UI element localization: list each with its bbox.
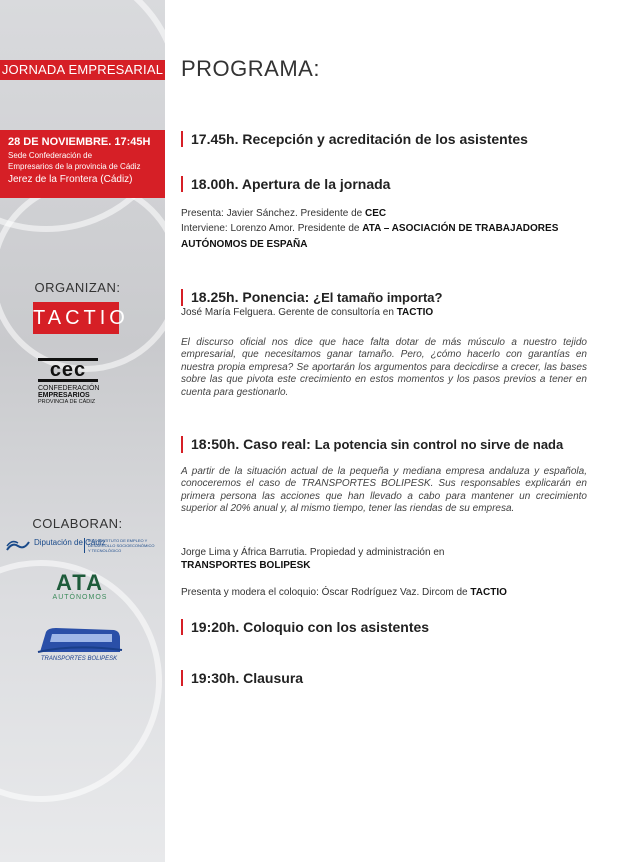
venue-line: Sede Confederación de	[8, 151, 93, 160]
event-date: 28 DE NOVIEMBRE. 17:45H	[8, 136, 151, 148]
ata-logo	[48, 572, 112, 601]
event-city: Jerez de la Frontera (Cádiz)	[8, 174, 133, 185]
venue-line: Empresarios de la provincia de Cádiz	[8, 162, 141, 171]
moderator-text: Presenta y modera el coloquio: Óscar Rodríguez Vaz. Dircom de	[181, 587, 468, 598]
collaborators-label: COLABORAN:	[32, 516, 123, 531]
ata-subtext: AUTÓNOMOS	[52, 594, 108, 601]
agenda-time: 18.25h. Ponencia:	[191, 289, 310, 305]
diputacion-logo	[6, 538, 161, 558]
diputacion-emblem-icon	[6, 540, 30, 552]
bus-icon	[34, 626, 124, 656]
bolipesk-logo	[34, 626, 124, 664]
agenda-item: 19:20h. Coloquio con los asistentes	[181, 619, 429, 635]
tactio-logo: TACTIO	[33, 302, 119, 334]
program-title: PROGRAMA:	[181, 56, 320, 81]
speaker-org: TACTIO	[396, 307, 434, 318]
ata-mark: ATA	[56, 570, 104, 595]
presenter-text: Presenta: Javier Sánchez. Presidente de	[181, 208, 363, 219]
presenter-org: CEC	[365, 208, 387, 219]
agenda-item: 17.45h. Recepción y acreditación de los asistentes	[181, 131, 528, 147]
speaker-org: TRANSPORTES BOLIPESK	[181, 560, 311, 571]
agenda-subtitle: ¿El tamaño importa?	[313, 290, 443, 305]
cec-logo	[38, 358, 102, 405]
decorative-ring	[0, 180, 165, 372]
agenda-subtitle: La potencia sin control no sirve de nada	[314, 437, 564, 452]
speaker-line: Jorge Lima y África Barrutia. Propiedad y administración en	[181, 547, 445, 558]
date-box	[0, 130, 165, 198]
description-paragraph: A partir de la situación actual de la pequeña y mediana empresa andaluza y española, conoceremos el caso de TRANSPORTES BOLIPESK. Sus responsables explicarán en primera persona las acciones que han llevado a cabo para mantener un crecimiento superior al 20% anual y, al mismo tiempo, tener las riendas de su empresa.	[181, 466, 587, 515]
agenda-time: 18:50h. Caso real:	[191, 436, 311, 452]
cec-text: CONFEDERACIÓN	[38, 385, 100, 392]
agenda-item	[181, 289, 442, 306]
agenda-item	[181, 436, 563, 453]
agenda-item: 18.00h. Apertura de la jornada	[181, 176, 390, 192]
speaker-text: Interviene: Lorenzo Amor. Presidente de	[181, 223, 360, 234]
agenda-item: 19:30h. Clausura	[181, 670, 303, 686]
description-paragraph: El discurso oficial nos dice que hace falta dotar de más músculo a nuestro tejido empresarial, que necesitamos ganar tamaño. Pero, ¿cómo hacerlo con garantías en nuestra propia empresa? Se aportarán los argumentos para decicdirse a crecer, las bases sobre las que pivota este crecimiento en estos momentos y los pasos previos a tener en cuenta para gestionarlo.	[181, 337, 587, 398]
sidebar	[0, 0, 165, 862]
speaker-org-continued: AUTÓNOMOS DE ESPAÑA	[181, 239, 308, 250]
bolipesk-name: TRANSPORTES BOLIPESK	[40, 656, 118, 662]
speaker-org: ATA – ASOCIACIÓN DE TRABAJADORES	[362, 223, 559, 234]
cec-text: EMPRESARIOS	[38, 392, 90, 399]
cec-mark: cec	[38, 358, 98, 382]
iedt-text: IEDT INSTITUTO DE EMPLEO Y DESARROLLO SOCIOECONÓMICO Y TECNOLÓGICO	[84, 538, 158, 553]
speaker-line	[181, 307, 433, 318]
speaker-text: José María Felguera. Gerente de consultoría en	[181, 307, 394, 318]
speaker-line	[181, 223, 558, 234]
moderator-org: TACTIO	[470, 587, 507, 598]
venue-text	[8, 150, 141, 172]
organizers-label: ORGANIZAN:	[34, 280, 121, 295]
diputacion-name: Diputación de Cádiz	[34, 538, 106, 547]
event-type-banner: JORNADA EMPRESARIAL	[0, 60, 165, 80]
moderator-line	[181, 587, 507, 598]
cec-text: PROVINCIA DE CÁDIZ	[38, 399, 96, 405]
presenter-line	[181, 208, 386, 219]
